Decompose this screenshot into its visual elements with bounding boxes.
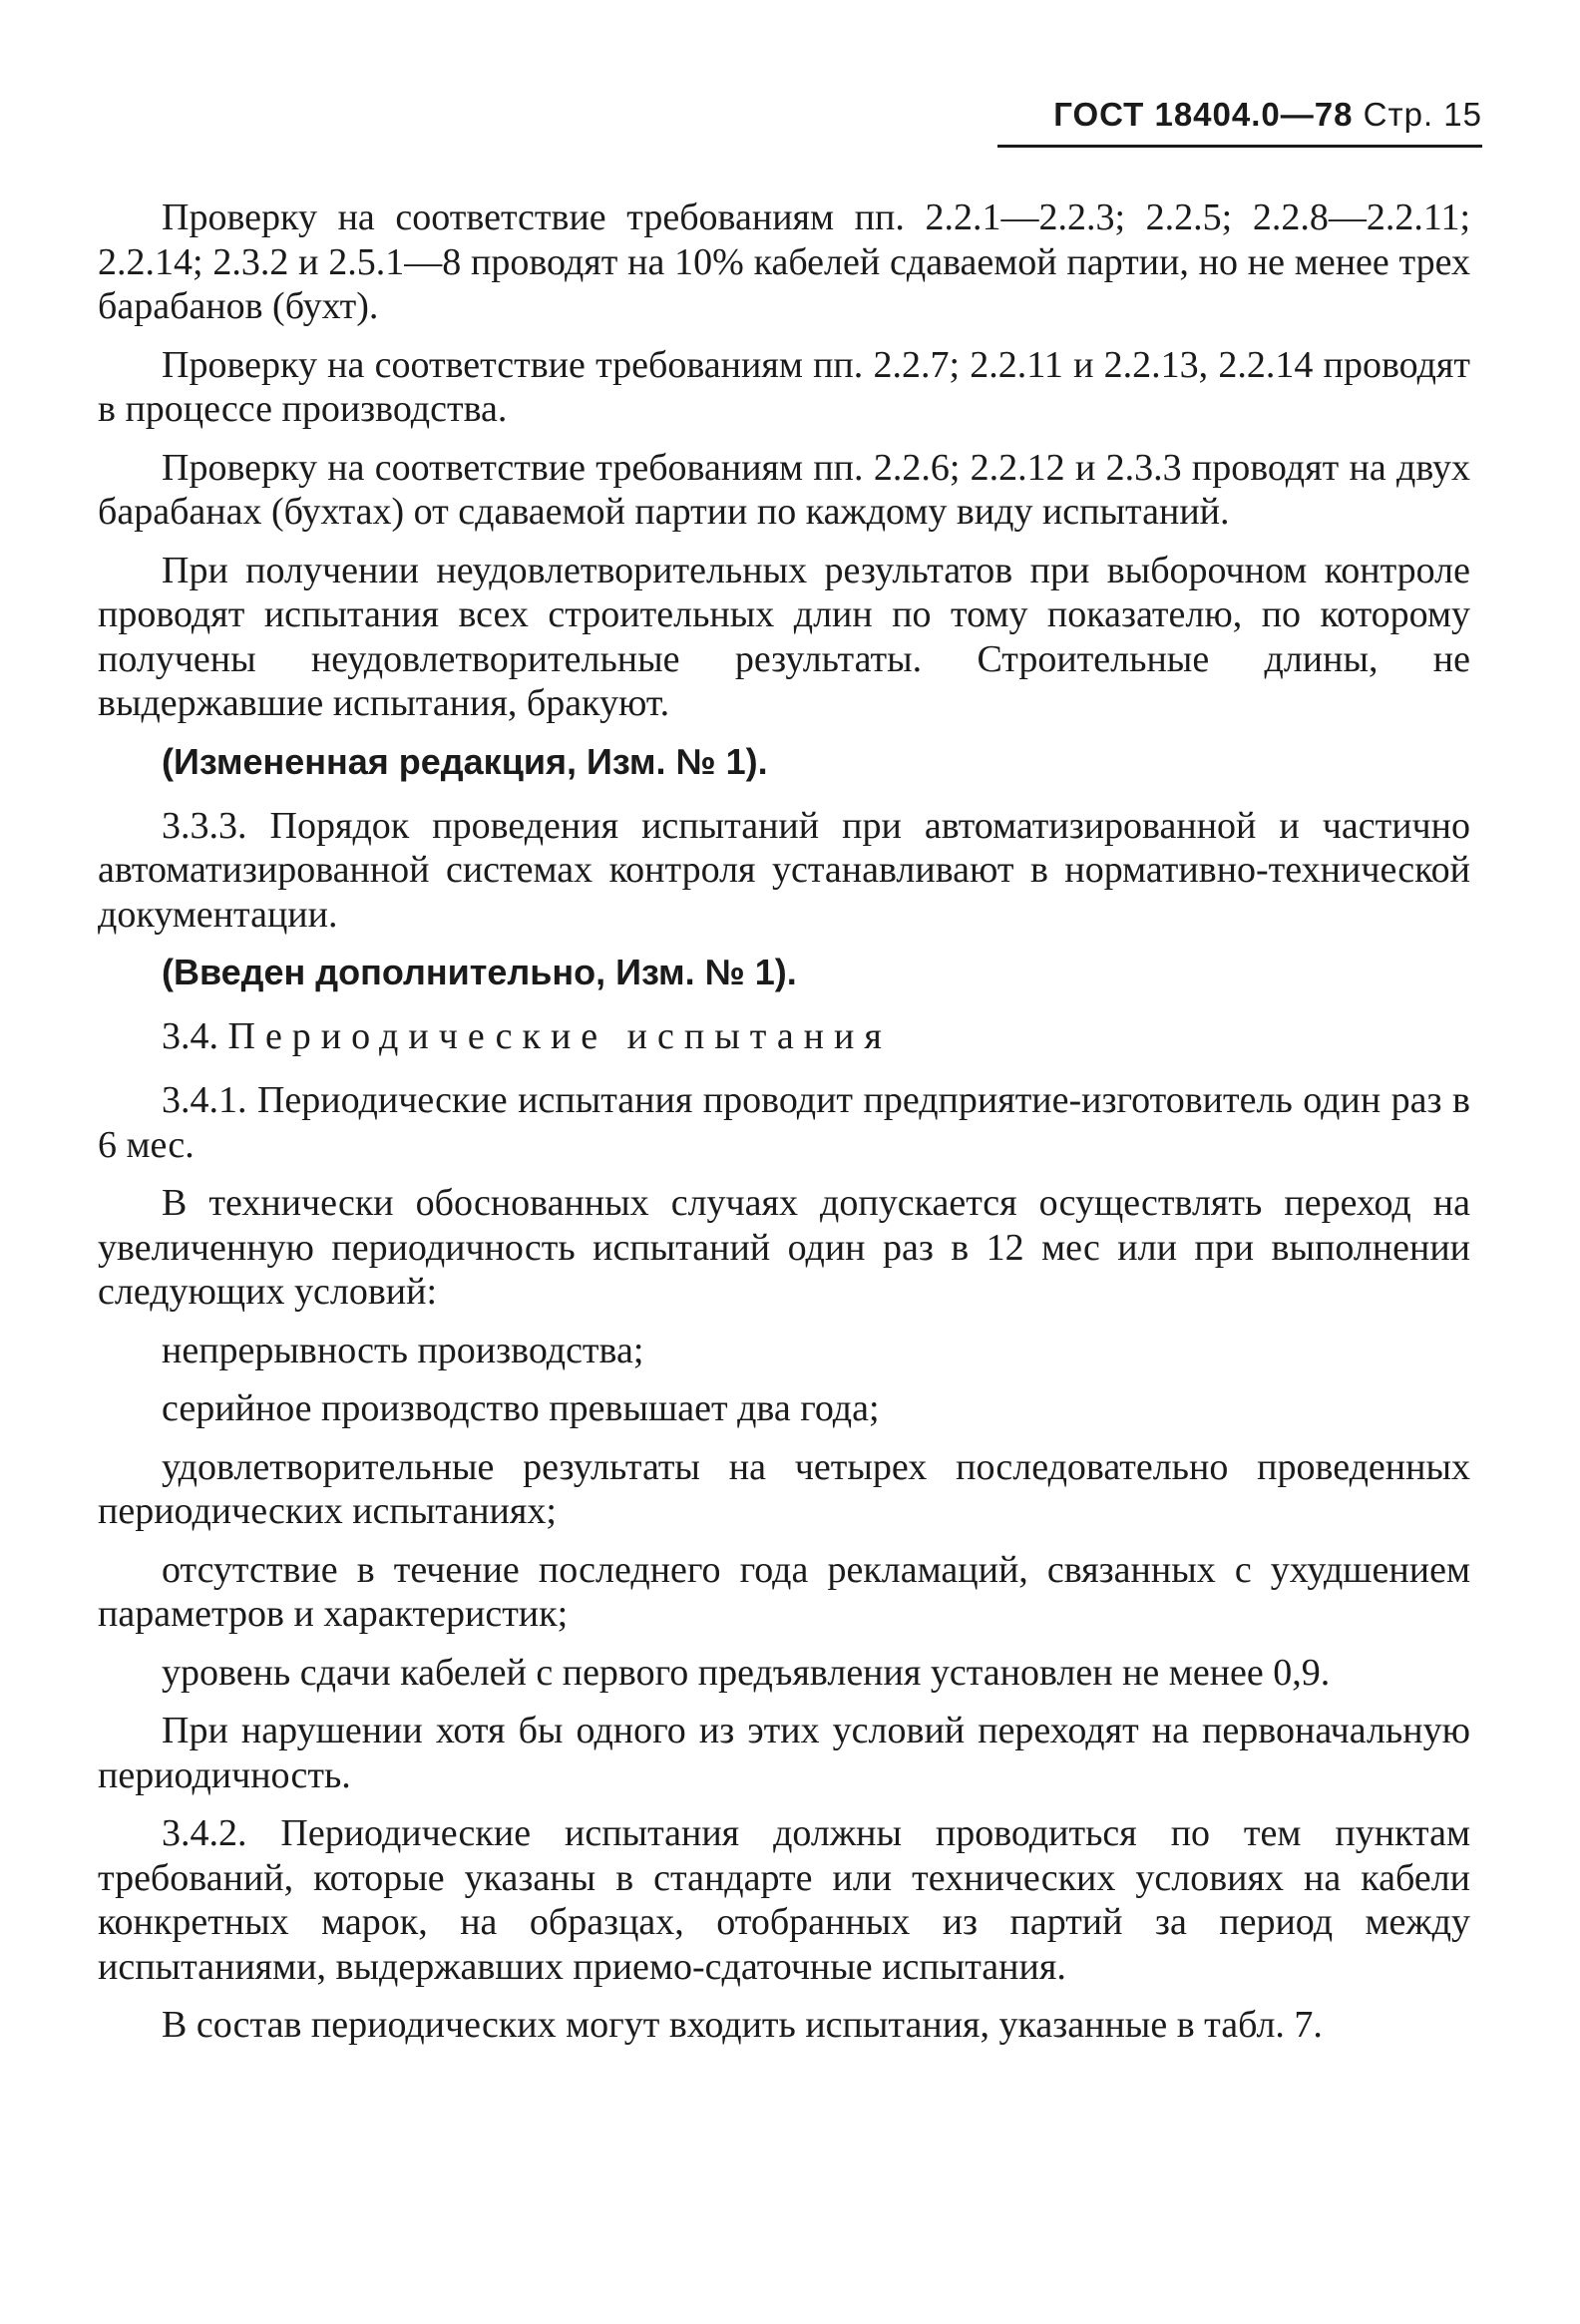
- paragraph-table-reference: В состав периодических могут входить испытания, указанные в табл. 7.: [162, 2004, 1323, 2046]
- condition-item: уровень сдачи кабелей с первого предъявления установлен не менее 0,9.: [162, 1651, 1331, 1694]
- document-body: [98, 195, 1470, 2062]
- paragraph-periodicity-extension: В технически обоснованных случаях допускается осуществлять переход на увеличенную периодичность испытаний один раз в 12 мес или при выполнении следующих условий:: [98, 1182, 1470, 1313]
- paragraph-3-3-3: 3.3.3. Порядок проведения испытаний при автоматизированной и частично автоматизированной системах контроля устанавливают в нормативно-технической документации.: [98, 804, 1470, 936]
- page-header: [1053, 96, 1482, 134]
- condition-item: серийное производство превышает два года;: [162, 1387, 880, 1429]
- paragraph-violation: При нарушении хотя бы одного из этих условий переходят на первоначальную периодичность.: [98, 1710, 1470, 1796]
- paragraph-drum-check: Проверку на соответствие требованиям пп. 2.2.6; 2.2.12 и 2.3.3 проводят на двух барабанах (бухтах) от сдаваемой партии по каждому виду испытаний.: [98, 446, 1470, 533]
- condition-item: удовлетворительные результаты на четырех последовательно проведенных периодических испытаниях;: [98, 1445, 1470, 1532]
- paragraph-production-check: Проверку на соответствие требованиям пп. 2.2.7; 2.2.11 и 2.2.13, 2.2.14 проводят в процессе производства.: [98, 343, 1470, 430]
- header-rule: [997, 145, 1482, 148]
- standard-number: ГОСТ 18404.0—78: [1053, 96, 1354, 133]
- paragraph-unsatisfactory-results: При получении неудовлетворительных результатов при выборочном контроле проводят испытания всех строительных длин по тому показателю, по которому получены неудовлетворительные результаты. Строительные длины, не выдержавшие испытания, бракуют.: [98, 549, 1470, 724]
- section-title: Периодические испытания: [227, 1015, 892, 1057]
- page-number: Стр. 15: [1363, 96, 1482, 133]
- condition-item: отсутствие в течение последнего года рекламаций, связанных с ухудшением параметров и характеристик;: [98, 1548, 1470, 1635]
- amendment-note-added: (Введен дополнительно, Изм. № 1).: [162, 952, 797, 992]
- section-heading-3-4: [98, 1014, 1470, 1058]
- amendment-note-changed: (Измененная редакция, Изм. № 1).: [162, 740, 768, 782]
- condition-item: непрерывность производства;: [162, 1329, 644, 1371]
- paragraph-3-4-1: 3.4.1. Периодические испытания проводит предприятие-изготовитель один раз в 6 мес.: [98, 1079, 1470, 1166]
- paragraph-sampling-check: Проверку на соответствие требованиям пп. 2.2.1—2.2.3; 2.2.5; 2.2.8—2.2.11; 2.2.14; 2.3.2 и 2.5.1—8 проводят на 10% кабелей сдаваемой партии, но не менее трех барабанов (бухт).: [98, 196, 1470, 327]
- paragraph-3-4-2: 3.4.2. Периодические испытания должны проводиться по тем пунктам требований, которые указаны в стандарте или технических условиях на кабели конкретных марок, на образцах, отобранных из партий за период между испытаниями, выдержавших приемо-сдаточные испытания.: [98, 1812, 1470, 1988]
- section-number: 3.4.: [162, 1015, 218, 1057]
